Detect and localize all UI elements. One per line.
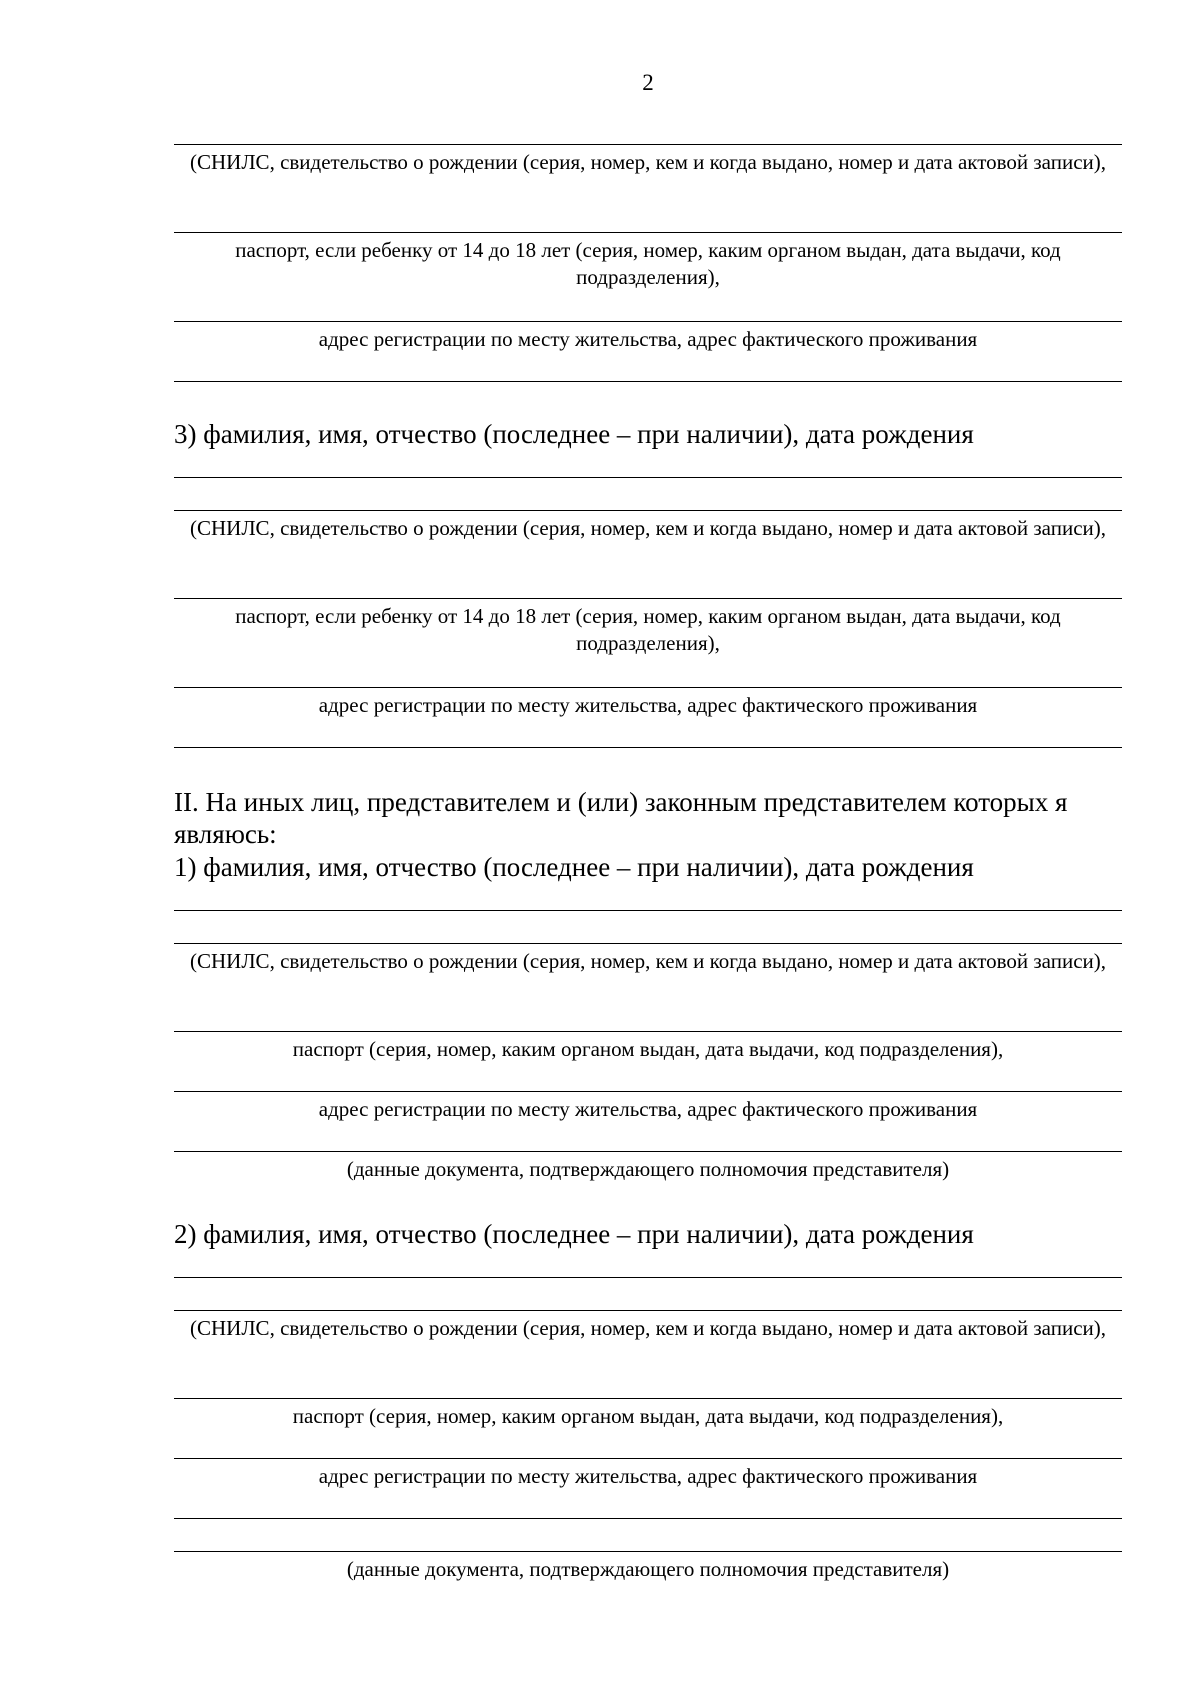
fill-line[interactable] [174, 1518, 1122, 1519]
caption-passport: паспорт, если ребенку от 14 до 18 лет (серия, номер, каким органом выдан, дата выдачи, код подразделения), [235, 238, 1061, 289]
child3-heading: 3) фамилия, имя, отчество (последнее – при наличии), дата рождения [174, 419, 974, 449]
caption-address: адрес регистрации по месту жительства, адрес фактического проживания [318, 693, 978, 717]
person1-heading: 1) фамилия, имя, отчество (последнее – при наличии), дата рождения [174, 852, 974, 882]
caption-snils: (СНИЛС, свидетельство о рождении (серия, номер, кем и когда выдано, номер и дата актовой записи), [189, 150, 1106, 174]
caption-passport: паспорт (серия, номер, каким органом выдан, дата выдачи, код подразделения), [292, 1404, 1004, 1428]
fill-line[interactable] [174, 381, 1122, 382]
caption-passport: паспорт, если ребенку от 14 до 18 лет (серия, номер, каким органом выдан, дата выдачи, код подразделения), [235, 604, 1061, 655]
fill-line[interactable] [174, 747, 1122, 748]
fill-line[interactable] [174, 1551, 1122, 1552]
page-number: 2 [642, 70, 654, 95]
fill-line[interactable] [174, 232, 1122, 233]
fill-line[interactable] [174, 687, 1122, 688]
fill-line[interactable] [174, 321, 1122, 322]
fill-line[interactable] [174, 943, 1122, 944]
fill-line[interactable] [174, 1458, 1122, 1459]
person2-heading: 2) фамилия, имя, отчество (последнее – при наличии), дата рождения [174, 1219, 974, 1249]
caption-snils: (СНИЛС, свидетельство о рождении (серия, номер, кем и когда выдано, номер и дата актовой записи), [189, 1316, 1106, 1340]
fill-line[interactable] [174, 1091, 1122, 1092]
fill-line[interactable] [174, 1310, 1122, 1311]
caption-address: адрес регистрации по месту жительства, адрес фактического проживания [318, 327, 978, 351]
caption-passport: паспорт (серия, номер, каким органом выдан, дата выдачи, код подразделения), [292, 1037, 1004, 1061]
section2-title-line2: являюсь: [174, 819, 277, 849]
caption-authority: (данные документа, подтверждающего полномочия представителя) [346, 1557, 950, 1581]
caption-snils: (СНИЛС, свидетельство о рождении (серия, номер, кем и когда выдано, номер и дата актовой записи), [189, 949, 1106, 973]
caption-address: адрес регистрации по месту жительства, адрес фактического проживания [318, 1464, 978, 1488]
fill-line[interactable] [174, 144, 1122, 145]
fill-line[interactable] [174, 1277, 1122, 1278]
fill-line[interactable] [174, 598, 1122, 599]
section2-title-line1: II. На иных лиц, представителем и (или) законным представителем которых я [174, 787, 1068, 817]
caption-snils: (СНИЛС, свидетельство о рождении (серия, номер, кем и когда выдано, номер и дата актовой записи), [189, 516, 1106, 540]
fill-line[interactable] [174, 910, 1122, 911]
caption-address: адрес регистрации по месту жительства, адрес фактического проживания [318, 1097, 978, 1121]
fill-line[interactable] [174, 510, 1122, 511]
fill-line[interactable] [174, 1398, 1122, 1399]
fill-line[interactable] [174, 1151, 1122, 1152]
fill-line[interactable] [174, 1031, 1122, 1032]
caption-authority: (данные документа, подтверждающего полномочия представителя) [346, 1157, 950, 1181]
fill-line[interactable] [174, 477, 1122, 478]
